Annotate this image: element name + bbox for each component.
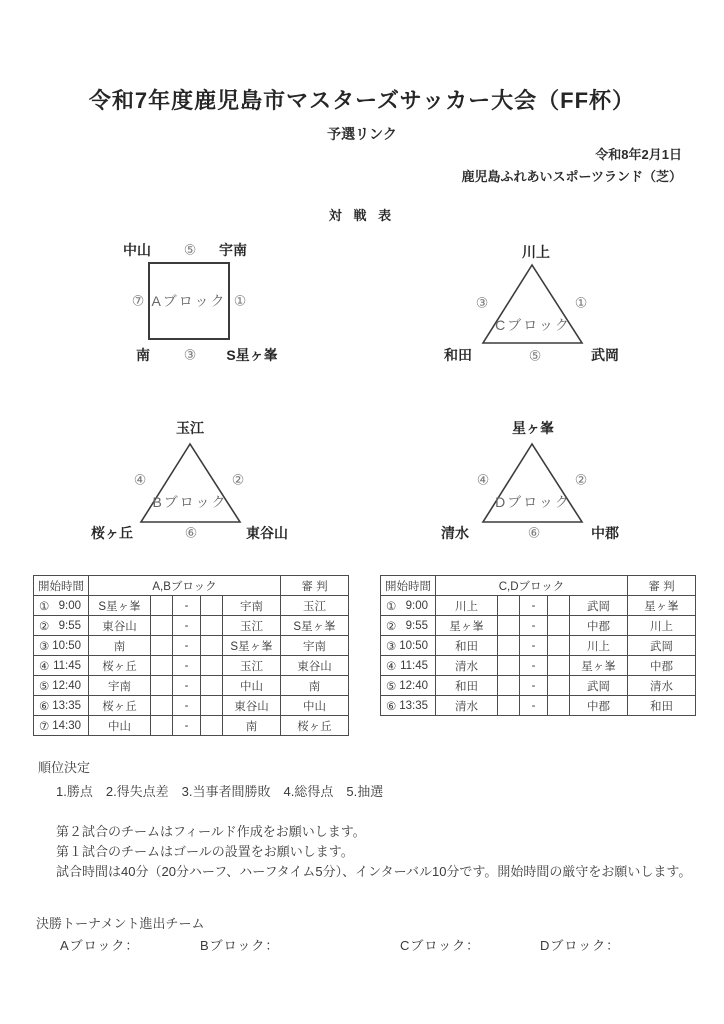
page-subtitle: 予選リンク: [327, 126, 397, 142]
referee: 星ヶ峯: [628, 596, 696, 616]
match-row: [381, 616, 696, 636]
match-time: 13:35: [52, 699, 81, 712]
match-number: ⑤: [386, 680, 397, 693]
schedule-table-ab: [33, 575, 349, 736]
match-number-badge: ④: [476, 471, 490, 488]
away-team: S星ヶ峯: [223, 636, 281, 656]
match-number-badge: ②: [574, 471, 588, 488]
match-time: 9:55: [58, 619, 81, 632]
vs-separator: -: [520, 656, 548, 676]
team-label: 宇南: [219, 242, 247, 258]
away-team: 川上: [570, 636, 628, 656]
block-a-diagram: [100, 240, 280, 370]
away-score-cell: [201, 596, 223, 616]
final-slot-block-a: Aブロック：: [60, 938, 140, 953]
vs-separator: -: [173, 676, 201, 696]
vs-separator: -: [173, 616, 201, 636]
block-label: Bブロック: [152, 494, 228, 510]
away-team: 中郡: [570, 696, 628, 716]
referee: 玉江: [281, 596, 349, 616]
table-header-row: [381, 576, 696, 596]
match-time: 11:45: [400, 659, 428, 672]
ranking-rules-title: 順位決定: [38, 760, 91, 775]
vs-separator: -: [520, 676, 548, 696]
vs-separator: -: [520, 616, 548, 636]
ranking-criteria: 1.勝点 2.得失点差 3.当事者間勝敗 4.総得点 5.抽選: [56, 784, 384, 799]
away-team: 星ヶ峯: [570, 656, 628, 676]
col-header-referee: 審 判: [281, 576, 349, 596]
match-number: ⑦: [39, 720, 50, 733]
note-line: 第２試合のチームはフィールド作成をお願いします。: [56, 824, 366, 839]
away-score-cell: [201, 616, 223, 636]
match-number-badge: ⑦: [131, 292, 145, 309]
away-score-cell: [201, 636, 223, 656]
match-row: [34, 616, 349, 636]
vs-separator: -: [520, 696, 548, 716]
match-table-heading: 対 戦 表: [328, 208, 396, 223]
away-score-cell: [548, 656, 570, 676]
home-score-cell: [151, 656, 173, 676]
match-row: [381, 696, 696, 716]
page-title: 令和7年度鹿児島市マスターズサッカー大会（FF杯）: [88, 88, 636, 113]
block-b-triangle-shape: [138, 441, 244, 525]
home-team: 中山: [89, 716, 151, 736]
match-number: ④: [39, 660, 50, 673]
final-tournament-title: 決勝トーナメント進出チーム: [36, 916, 205, 931]
event-date: 令和8年2月1日: [595, 147, 682, 162]
match-number: ①: [39, 600, 50, 613]
match-row: [34, 596, 349, 616]
match-row: [381, 596, 696, 616]
vs-separator: -: [173, 696, 201, 716]
home-score-cell: [498, 636, 520, 656]
referee: 中郡: [628, 656, 696, 676]
away-score-cell: [548, 596, 570, 616]
home-score-cell: [498, 616, 520, 636]
home-score-cell: [151, 616, 173, 636]
home-team: 星ヶ峯: [436, 616, 498, 636]
team-label: 南: [136, 347, 150, 363]
away-score-cell: [548, 696, 570, 716]
match-number-badge: ③: [183, 346, 197, 363]
team-label: 桜ヶ丘: [91, 525, 133, 541]
match-number: ③: [39, 640, 50, 653]
home-team: 東谷山: [89, 616, 151, 636]
match-number-badge: ⑥: [527, 524, 541, 541]
home-team: 宇南: [89, 676, 151, 696]
match-number-badge: ④: [133, 471, 147, 488]
match-number-badge: ③: [475, 294, 489, 311]
home-team: 桜ヶ丘: [89, 696, 151, 716]
vs-separator: -: [520, 596, 548, 616]
away-score-cell: [201, 716, 223, 736]
match-number: ④: [386, 660, 397, 673]
match-number: ③: [386, 640, 397, 653]
home-team: S星ヶ峯: [89, 596, 151, 616]
match-time: 9:00: [58, 599, 81, 612]
referee: 川上: [628, 616, 696, 636]
home-team: 和田: [436, 676, 498, 696]
col-header-time: 開始時間: [381, 576, 436, 596]
away-score-cell: [548, 616, 570, 636]
match-time: 12:40: [52, 679, 81, 692]
vs-separator: -: [520, 636, 548, 656]
away-team: 武岡: [570, 596, 628, 616]
home-team: 清水: [436, 656, 498, 676]
col-header-block: A,Bブロック: [89, 576, 281, 596]
match-row: [381, 676, 696, 696]
referee: 中山: [281, 696, 349, 716]
vs-separator: -: [173, 656, 201, 676]
away-score-cell: [548, 676, 570, 696]
home-score-cell: [498, 676, 520, 696]
final-slot-block-d: Dブロック：: [540, 938, 621, 953]
referee: 南: [281, 676, 349, 696]
col-header-referee: 審 判: [628, 576, 696, 596]
match-number: ②: [386, 620, 397, 633]
team-label: 和田: [444, 347, 472, 363]
home-team: 南: [89, 636, 151, 656]
match-number-badge: ①: [233, 292, 247, 309]
match-time: 13:35: [399, 699, 428, 712]
match-number: ⑥: [386, 700, 397, 713]
referee: 宇南: [281, 636, 349, 656]
match-number-badge: ⑥: [184, 524, 198, 541]
referee: 桜ヶ丘: [281, 716, 349, 736]
event-venue: 鹿児島ふれあいスポーツランド（芝）: [461, 169, 682, 184]
match-time: 9:55: [405, 619, 428, 632]
home-team: 川上: [436, 596, 498, 616]
away-team: 玉江: [223, 656, 281, 676]
away-score-cell: [201, 656, 223, 676]
home-score-cell: [151, 676, 173, 696]
block-label: Dブロック: [495, 494, 571, 510]
block-label: Aブロック: [151, 293, 227, 309]
team-label: 中山: [123, 242, 151, 258]
block-c-diagram: [440, 240, 630, 370]
match-number-badge: ⑤: [528, 347, 542, 364]
away-score-cell: [201, 696, 223, 716]
match-row: [34, 696, 349, 716]
away-score-cell: [201, 676, 223, 696]
home-score-cell: [498, 656, 520, 676]
team-label: S星ヶ峯: [226, 347, 278, 363]
match-row: [34, 656, 349, 676]
referee: S星ヶ峯: [281, 616, 349, 636]
away-team: 宇南: [223, 596, 281, 616]
table-header-row: [34, 576, 349, 596]
away-team: 中山: [223, 676, 281, 696]
vs-separator: -: [173, 636, 201, 656]
block-d-diagram: [405, 415, 655, 545]
match-row: [34, 636, 349, 656]
match-row: [34, 716, 349, 736]
team-label: 星ヶ峯: [512, 420, 554, 436]
match-number-badge: ①: [574, 294, 588, 311]
team-label: 玉江: [176, 420, 204, 436]
match-time: 10:50: [52, 639, 81, 652]
away-score-cell: [548, 636, 570, 656]
home-team: 桜ヶ丘: [89, 656, 151, 676]
home-score-cell: [151, 636, 173, 656]
match-number: ⑥: [39, 700, 50, 713]
away-team: 玉江: [223, 616, 281, 636]
referee: 和田: [628, 696, 696, 716]
home-team: 清水: [436, 696, 498, 716]
away-team: 中郡: [570, 616, 628, 636]
home-team: 和田: [436, 636, 498, 656]
match-row: [381, 636, 696, 656]
match-row: [381, 656, 696, 676]
match-number-badge: ②: [231, 471, 245, 488]
home-score-cell: [498, 696, 520, 716]
note-line: 第１試合のチームはゴールの設置をお願いします。: [56, 844, 354, 859]
block-d-triangle-shape: [480, 441, 586, 525]
final-slot-block-c: Cブロック：: [400, 938, 481, 953]
home-score-cell: [151, 716, 173, 736]
block-label: Cブロック: [495, 317, 571, 333]
team-label: 東谷山: [246, 525, 288, 541]
match-time: 14:30: [52, 719, 81, 732]
away-team: 東谷山: [223, 696, 281, 716]
away-team: 武岡: [570, 676, 628, 696]
home-score-cell: [151, 596, 173, 616]
away-team: 南: [223, 716, 281, 736]
col-header-time: 開始時間: [34, 576, 89, 596]
referee: 武岡: [628, 636, 696, 656]
referee: 清水: [628, 676, 696, 696]
final-slot-block-b: Bブロック：: [200, 938, 280, 953]
home-score-cell: [151, 696, 173, 716]
team-label: 川上: [522, 244, 550, 260]
note-line: 試合時間は40分（20分ハーフ、ハーフタイム5分）、インターバル10分です。開始時間の厳守をお願いします。: [56, 864, 692, 879]
match-time: 12:40: [399, 679, 428, 692]
match-time: 10:50: [399, 639, 428, 652]
match-number: ②: [39, 620, 50, 633]
match-time: 11:45: [53, 659, 81, 672]
vs-separator: -: [173, 716, 201, 736]
team-label: 武岡: [591, 347, 619, 363]
match-number-badge: ⑤: [183, 241, 197, 258]
team-label: 中郡: [591, 525, 619, 541]
col-header-block: C,Dブロック: [436, 576, 628, 596]
schedule-table-cd: [380, 575, 696, 716]
team-label: 清水: [441, 525, 469, 541]
block-b-diagram: [60, 415, 310, 545]
referee: 東谷山: [281, 656, 349, 676]
match-number: ①: [386, 600, 397, 613]
match-number: ⑤: [39, 680, 50, 693]
match-time: 9:00: [405, 599, 428, 612]
match-row: [34, 676, 349, 696]
vs-separator: -: [173, 596, 201, 616]
home-score-cell: [498, 596, 520, 616]
